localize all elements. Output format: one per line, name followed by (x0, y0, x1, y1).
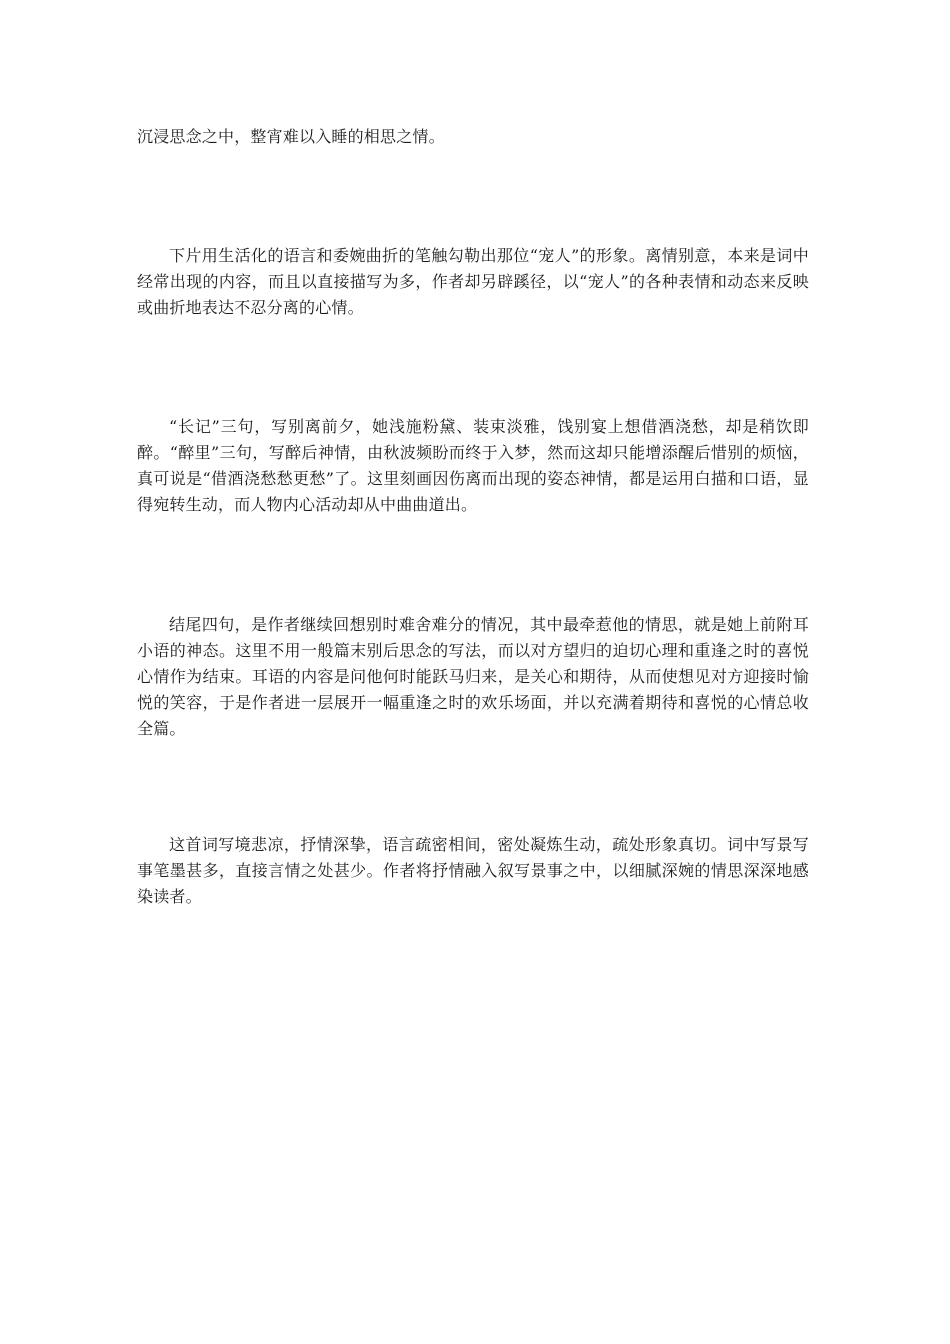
paragraph-ending-lines: 结尾四句，是作者继续回想别时难舍难分的情况，其中最牵惹他的情思，就是她上前附耳小语的神态。这里不用一般篇末别后思念的写法，而以对方望归的迫切心理和重逢之时的喜悦心情作为结束。耳语的内容是问他何时能跃马归来，是关心和期待，从而使想见对方迎接时愉悦的笑容，于是作者进一层展开一幅重逢之时的欢乐场面，并以充满着期待和喜悦的心情总收全篇。 (137, 615, 809, 738)
paragraph-second-stanza-analysis: 下片用生活化的语言和委婉曲折的笔触勾勒出那位“宠人”的形象。离情别意，本来是词中经常出现的内容，而且以直接描写为多，作者却另辟蹊径，以“宠人”的各种表情和动态来反映或曲折地表达不忍分离的心情。 (137, 246, 809, 317)
paragraph-continuation: 沉浸思念之中，整宵难以入睡的相思之情。 (137, 127, 445, 146)
paragraph-changji-lines: “长记”三句，写别离前夕，她浅施粉黛、装束淡雅，饯别宴上想借酒浇愁，却是稍饮即醉。“醉里”三句，写醉后神情，由秋波频盼而终于入梦，然而这却只能增添醒后惜别的烦恼，真可说是“借酒浇愁愁更愁”了。这里刻画因伤离而出现的姿态神情，都是运用白描和口语，显得宛转生动，而人物内心活动却从中曲曲道出。 (137, 417, 809, 514)
paragraph-summary: 这首词写境悲凉，抒情深挚，语言疏密相间，密处凝炼生动，疏处形象真切。词中写景写事笔墨甚多，直接言情之处甚少。作者将抒情融入叙写景事之中，以细腻深婉的情思深深地感染读者。 (137, 835, 809, 906)
